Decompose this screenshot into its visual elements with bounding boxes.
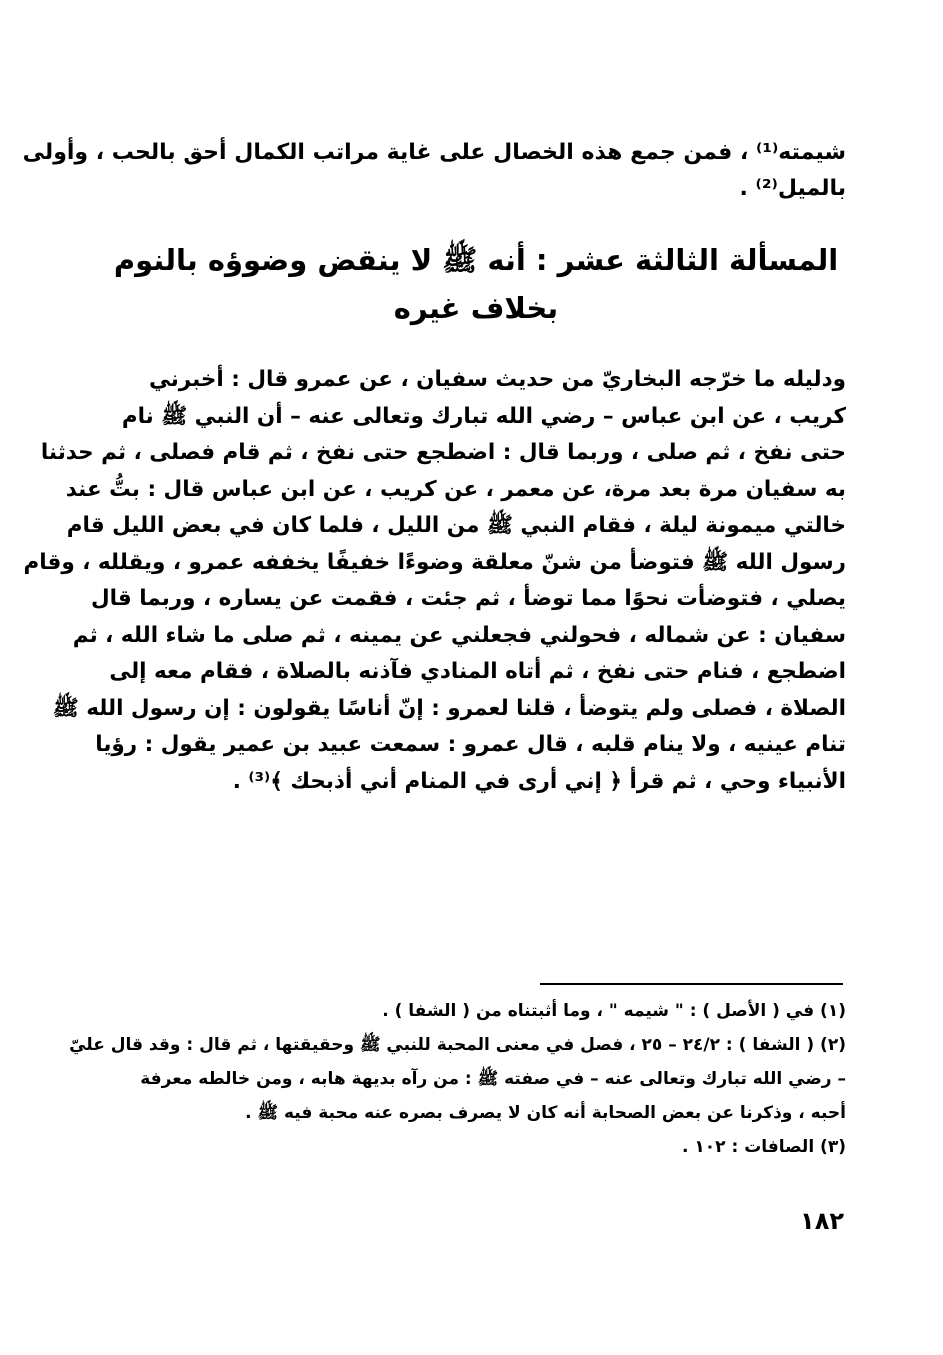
footnote-2: (٢) ( الشفا ) : ٢٤/٢ – ٢٥ ، فصل في معنى المحبة للنبي ﷺ وحقيقتها ، ثم قال : وقد قال عليّ [69, 1035, 846, 1055]
intro-line: بالميل⁽²⁾ . [739, 176, 846, 201]
last-line-prefix: الأنبياء وحي ، ثم قرأ [629, 768, 846, 794]
heading-line: بخلاف غيره [393, 291, 559, 325]
body-line: اضطجع ، فنام حتى نفخ ، ثم أتاه المنادي فآذنه بالصلاة ، فقام معه إلى [109, 659, 846, 684]
body-line: تنام عينيه ، ولا ينام قلبه ، قال عمرو : سمعت عبيد بن عمير يقول : رؤيا [95, 732, 846, 757]
footnote-3: (٣) الصافات : ١٠٢ . [682, 1137, 846, 1157]
body-line: حتى نفخ ، ثم صلى ، وربما قال : اضطجع حتى نفخ ، ثم قام فصلى ، ثم حدثنا [40, 440, 846, 465]
body-line: كريب ، عن ابن عباس – رضي الله تبارك وتعالى عنه – أن النبي ﷺ نام [121, 403, 846, 429]
body-paragraph [23, 362, 846, 800]
footnote-separator [540, 983, 843, 985]
body-line: ودليله ما خرّجه البخاريّ من حديث سفيان ، عن عمرو قال : أخبرني [148, 367, 846, 392]
body-line: الصلاة ، فصلى ولم يتوضأ ، قلنا لعمرو : إنّ أناسًا يقولون : إن رسول الله ﷺ [52, 695, 846, 721]
body-line: به سفيان مرة بعد مرة، عن معمر ، عن كريب ، عن ابن عباس قال : بتُّ عند [65, 476, 846, 502]
page-number: ١٨٢ [800, 1207, 844, 1235]
quran-quote: ﴿ إني أرى في المنام أني أذبحك ﴾ [270, 768, 622, 794]
intro-line: شيمته⁽¹⁾ ، فمن جمع هذه الخصال على غاية مراتب الكمال أحق بالحب ، وأولى [22, 140, 846, 165]
intro-paragraph [22, 135, 846, 207]
heading-line: المسألة الثالثة عشر : أنه ﷺ لا ينقض وضوؤه بالنوم [113, 243, 839, 277]
body-line: رسول الله ﷺ فتوضأ من شنّ معلقة وضوءًا خفيفًا يخففه عمرو ، ويقلله ، وقام [23, 549, 846, 575]
body-last-line [106, 764, 846, 801]
footnote-2-cont: – رضي الله تبارك وتعالى عنه – في صفته ﷺ : من رآه بديهة هابه ، ومن خالطه معرفة [140, 1069, 846, 1089]
body-line: خالتي ميمونة ليلة ، فقام النبي ﷺ من الليل ، فلما كان في بعض الليل قام [66, 513, 846, 538]
body-line: سفيان : عن شماله ، فحولني فجعلني عن يمينه ، ثم صلى ما شاء الله ، ثم [72, 622, 846, 648]
footnote-ref: ⁽³⁾ . [232, 768, 271, 794]
footnotes [69, 994, 846, 1164]
footnote-1: (١) في ( الأصل ) : " شيمه " ، وما أثبتناه من ( الشفا ) . [382, 1001, 846, 1021]
footnote-2-cont: أحبه ، وذكرنا عن بعض الصحابة أنه كان لا يصرف بصره عنه محبة فيه ﷺ . [245, 1103, 846, 1123]
section-heading [106, 236, 846, 332]
body-line: يصلي ، فتوضأت نحوًا مما توضأ ، ثم جئت ، فقمت عن يساره ، وربما قال [90, 586, 846, 611]
